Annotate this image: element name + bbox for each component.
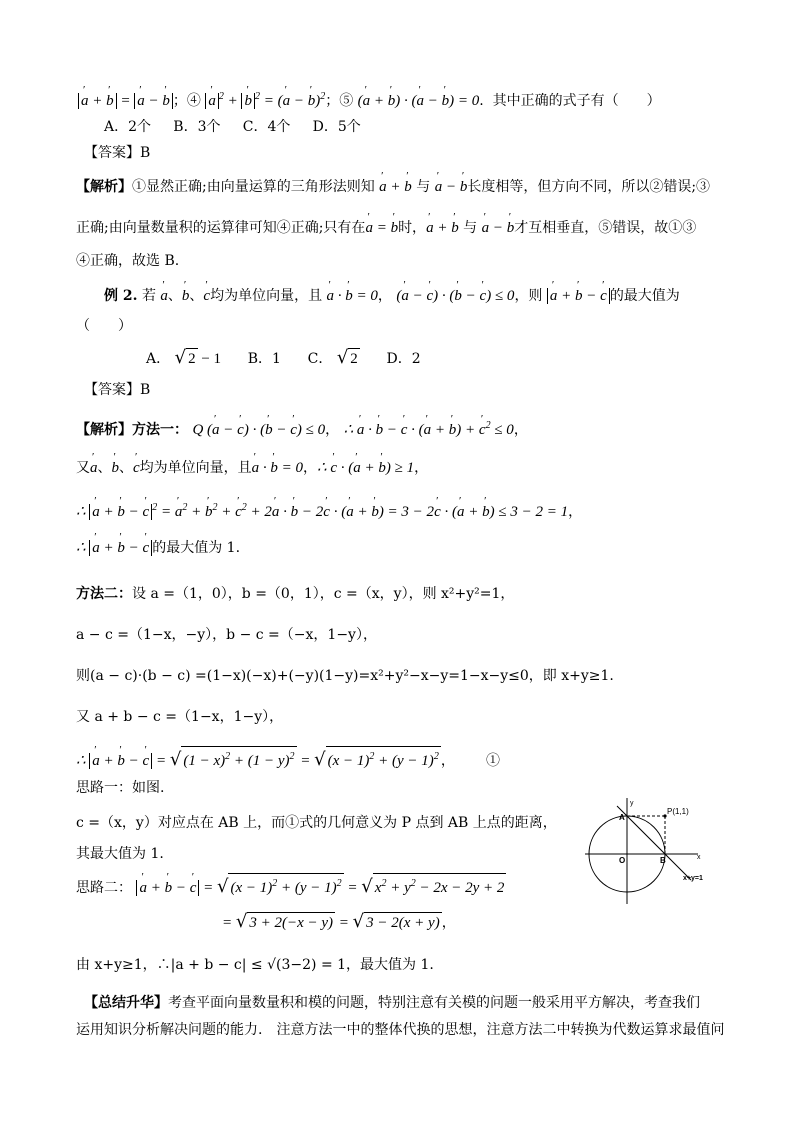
method2-line2: a − c =（1−x，−y），b − c =（−x，1−y）， <box>76 627 377 643</box>
summary-line2: 运用知识分析解决问题的能力. 注意方法一中的整体代换的思想，注意方法二中转换为代数运算求最值问 <box>76 1022 725 1038</box>
method2-line4: 又 a + b − c =（1−x，1−y）， <box>76 709 284 725</box>
ex2-option-c: C． <box>307 351 333 367</box>
method2-line5: ∴ ʹ a + ʹ b − ʹ c = √ $(1 - x)^2 + (1 - y)^2$ = √ $(x - 1)^2 + (y - 1)^2$ ， ① <box>76 746 500 771</box>
idea1-line2: c =（x，y）对应点在 AB 上，而①式的几何意义为 P 点到 AB 上点的距离， <box>76 815 557 831</box>
q1-tail-text: 其中正确的式子有（ ） <box>492 93 661 109</box>
method1-line2: 又ʹ a、ʹ b、ʹ c均为单位向量，且ʹ a · ʹ b = 0，∴ ʹ c · (ʹ a + ʹ b) ≥ 1， <box>76 458 428 478</box>
q1-option-d: D．5个 <box>312 119 361 135</box>
example2-line1: 例 2. 若 ʹ a、ʹ b、ʹ c均为单位向量，且 ʹ a · ʹ b = 0， (ʹ a − ʹ c) · (ʹ b − ʹ c) ≤ 0，则 ʹ a + ʹ b − ʹ c 的最大值为 <box>104 286 680 306</box>
label-p: P(1,1) <box>667 807 689 816</box>
example2-label: 例 2. <box>104 288 138 304</box>
summary-line1: 【总结升华】考查平面向量数量积和模的问题，特别注意有关模的问题一般采用平方解决，考查我们 <box>84 995 700 1011</box>
method1-line4: ∴ ʹ a + ʹ b − ʹ c 的最大值为 1. <box>76 538 240 558</box>
answer-1: 【答案】B <box>84 145 151 161</box>
q1-options <box>104 117 361 137</box>
idea2-label: 思路二： <box>76 880 132 896</box>
analysis-label: 【解析】 <box>76 179 132 195</box>
final-line: 由 x+y≥1，∴|a + b − c| ≤ √(3−2) = 1，最大值为 1. <box>76 957 434 973</box>
unit-circle-figure <box>583 796 708 906</box>
answer-2: 【答案】B <box>84 382 151 398</box>
analysis1-line1: 【解析】①显然正确;由向量运算的三角形法则知 ʹ a + ʹ b 与 ʹ a − ʹ b长度相等，但方向不同，所以②错误;③ <box>76 177 710 197</box>
idea1-line1: 思路一：如图. <box>76 780 165 796</box>
label-y: y <box>630 800 634 807</box>
line-x-plus-y <box>617 806 691 880</box>
q1-formula-line: ʹ a + ʹ b = ʹ a − ʹ b ；④ ʹ a $^2$ + ʹ b $^2$ = (ʹ a − ʹ b)$^2$；⑤ (ʹ a + ʹ b) · (ʹ a − ʹ b) = 0. 其中正确的式子有（ ） <box>78 87 661 111</box>
idea2-line1: 思路二： ʹ a + ʹ b − ʹ c = √ $(x - 1)^2 + (y - 1)^2$ = √ $x^2 + y^2 - 2x - 2y + 2$ <box>76 873 506 898</box>
label-line: x+y=1 <box>683 875 703 882</box>
method1-line1: 【解析】方法一： Q (ʹ a − ʹ c) · (ʹ b − ʹ c) ≤ 0， ∴ ʹ a · ʹ b − ʹ c · (ʹ a + ʹ b) + ʹ $c^2 \le 0$， <box>76 416 528 440</box>
method2-line1: 方法二：设 a =（1，0），b =（0，1），c =（x，y），则 x²+y²=1， <box>76 586 515 602</box>
ex2-option-d: D．2 <box>386 351 421 367</box>
label-x: x <box>697 854 701 861</box>
q1-option-b: B．3个 <box>173 119 221 135</box>
analysis1-line2: 正确;由向量数量积的运算律可知④正确;只有在ʹ a = ʹ b时，ʹ a + ʹ b 与 ʹ a − ʹ b才互相垂直，⑤错误，故①③ <box>76 218 696 238</box>
label-o: O <box>619 856 626 865</box>
label-b: B <box>660 856 666 865</box>
idea2-line2: = √ 3 + 2(−x − y) = √ 3 − 2(x + y) ， <box>222 911 456 932</box>
label-a: A <box>619 813 625 822</box>
ex2-option-b: B．1 <box>247 351 281 367</box>
example2-paren: （ ） <box>76 318 132 334</box>
q1-option-a: A．2个 <box>104 119 152 135</box>
method2-label: 方法二： <box>76 586 132 602</box>
analysis1-line3: ④正确，故选 B. <box>76 253 180 269</box>
ex2-option-a: A． <box>146 351 171 367</box>
example2-options: A． √ 2 − 1 B．1 C． √ 2 D．2 <box>146 347 421 368</box>
method1-label: 【解析】方法一： <box>76 422 188 438</box>
idea1-line3: 其最大值为 1. <box>76 846 164 862</box>
q1-option-c: C．4个 <box>242 119 291 135</box>
method1-line3: ∴ ʹ a + ʹ b − ʹ c $^2$ = ʹ $a^2$ + ʹ $b^2$ + ʹ $c^2$ + 2ʹ a · ʹ b − 2ʹ c · (ʹ a + ʹ b) = 3 − 2ʹ c · (ʹ a + ʹ b) ≤ 3 − 2 = 1， <box>76 498 582 522</box>
method2-line3: 则(a − c)·(b − c) =(1−x)(−x)+(−y)(1−y)=x²+y²−x−y=1−x−y≤0，即 x+y≥1. <box>76 668 614 684</box>
summary-label: 【总结升华】 <box>84 995 168 1011</box>
circled-one: ① <box>485 753 500 769</box>
